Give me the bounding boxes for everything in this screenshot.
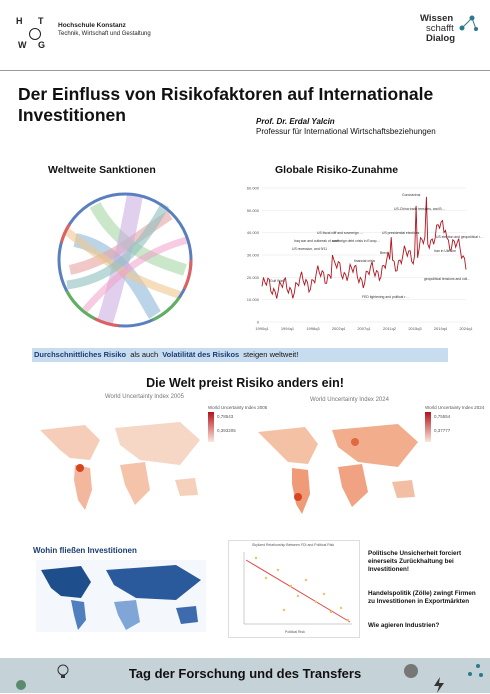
world-map-2005 [30,410,210,515]
chart-annotation: US-China trade tensions, and B… [394,207,446,211]
scatter-title: Skylized Relationship Between FDI and Political Risk [252,543,335,547]
map-right-legend [425,405,484,442]
map-left-legend-title: World Uncertainty Index 2005 [208,405,268,410]
map-left-title: World Uncertainty Index 2005 [105,394,184,400]
y-tick-label: 0 [256,319,259,325]
poster-title: Der Einfluss von Risikofaktoren auf Internationale Investitionen [18,84,434,125]
risk-line-chart [232,182,484,334]
chart-annotation: Iran in Ukraine [434,249,457,253]
x-tick-label: 2019q4 [433,326,448,331]
university-title: Hochschule Konstanz [58,22,126,29]
x-tick-label: 2011q2 [382,326,397,331]
htwg-logo [14,14,54,54]
network-icon [458,14,480,34]
partner-logo-word-2: schafft [426,23,454,34]
y-tick-label: 50.000 [246,207,259,213]
logo-letter-t: T [38,16,44,26]
chord-diagram [40,180,210,340]
map-left-legend-mid: 0,393205 [217,428,236,433]
chart-annotation: US presidential elections [382,231,420,235]
world-map-2024 [250,412,425,517]
chart-annotation: Gulf War I [270,279,286,283]
x-tick-label: 1990q1 [255,326,269,331]
map-right-legend-mid: 0,37777 [434,428,451,433]
highlight-part-2: als auch [130,350,159,359]
section-title-price-risk: Die Welt preist Risiko anders ein! [146,376,344,390]
chart-annotation: sovereign debt crisis in Europ… [332,239,380,243]
x-tick-label: 1994q1 [280,326,295,331]
chart-annotation: financial crisis [354,259,376,263]
highlight-part-3: Volatilität des Risikos [162,350,240,359]
map-right-legend-title: World Uncertainty Index 2024 [425,405,485,410]
section-title-risk-increase: Globale Risiko-Zunahme [275,164,399,176]
university-subtitle: Technik, Wirtschaft und Gestaltung [58,31,151,37]
chart-annotation: Coronavirus [402,193,421,197]
highlight-part-4: steigen weltweit! [243,350,299,359]
partner-logo-word-1: Wissen [420,13,454,24]
y-tick-label: 40.000 [246,230,259,236]
wissen-schafft-dialog-logo [400,14,482,54]
university-name [58,22,151,38]
x-tick-label: 2007q1 [357,326,371,331]
text-block-1: Politische Unsicherheit forciert einerseits Zurückhaltung bei Investitionen! [368,550,462,573]
investment-map [36,560,206,632]
map-right-title: World Uncertainty Index 2024 [310,397,389,403]
gear-icon [12,676,30,694]
logo-letter-g: G [38,40,46,50]
y-tick-label: 30.000 [246,252,259,258]
logo-letter-h: H [16,16,23,26]
author-role: Professur für International Wirtschaftsbeziehungen [256,127,436,136]
chart-annotation: Iraq war and outbreak of confl… [294,239,343,243]
logo-letter-w: W [18,40,27,50]
partner-logo-word-3: Dialog [426,33,456,44]
footer-title: Tag der Forschung und des Transfers [128,666,362,681]
author-name: Prof. Dr. Erdal Yalcin [256,117,335,126]
map-left-legend-max: 0,78543 [217,414,234,419]
map-right-legend-max: 0,75554 [434,414,451,419]
chart-annotation: US recession, and 9/11 [292,247,327,251]
y-tick-label: 10.000 [246,297,259,303]
x-tick-label: 2002q4 [331,326,346,331]
x-tick-label: 1998q3 [306,326,320,331]
lightning-icon [430,676,448,694]
section-title-sanctions: Weltweite Sanktionen [48,164,156,176]
emblem-icon [402,662,420,680]
chart-annotation: Brexit [380,251,389,255]
x-tick-label: 2024q1 [459,326,473,331]
network-footer-icon [466,662,484,680]
y-tick-label: 60.000 [246,185,259,191]
lightbulb-icon [54,662,72,680]
scatter-chart [236,550,354,630]
x-tick-label: 2015q3 [408,326,422,331]
header-divider [0,70,490,71]
chart-annotation: geopolitical tensions and coll… [424,277,471,281]
text-block-2: Handelspolitik (Zölle) zwingt Firmen zu Investitionen in Exportmärkten [368,590,476,605]
scatter-xlabel: Political Risk [285,630,305,634]
text-block-3: Wie agieren Industrien? [368,622,440,629]
y-tick-label: 20.000 [246,274,259,280]
section-title-investments: Wohin fließen Investitionen [33,546,137,555]
highlight-part-1: Durchschnittliches Risiko [34,350,127,359]
chart-annotation: US fiscal cliff and sovereign … [317,231,363,235]
chart-annotation: US election and geopolitical r… [436,235,484,239]
highlight-bar [32,348,448,362]
chart-annotation: FED tightening and political r… [362,295,409,299]
